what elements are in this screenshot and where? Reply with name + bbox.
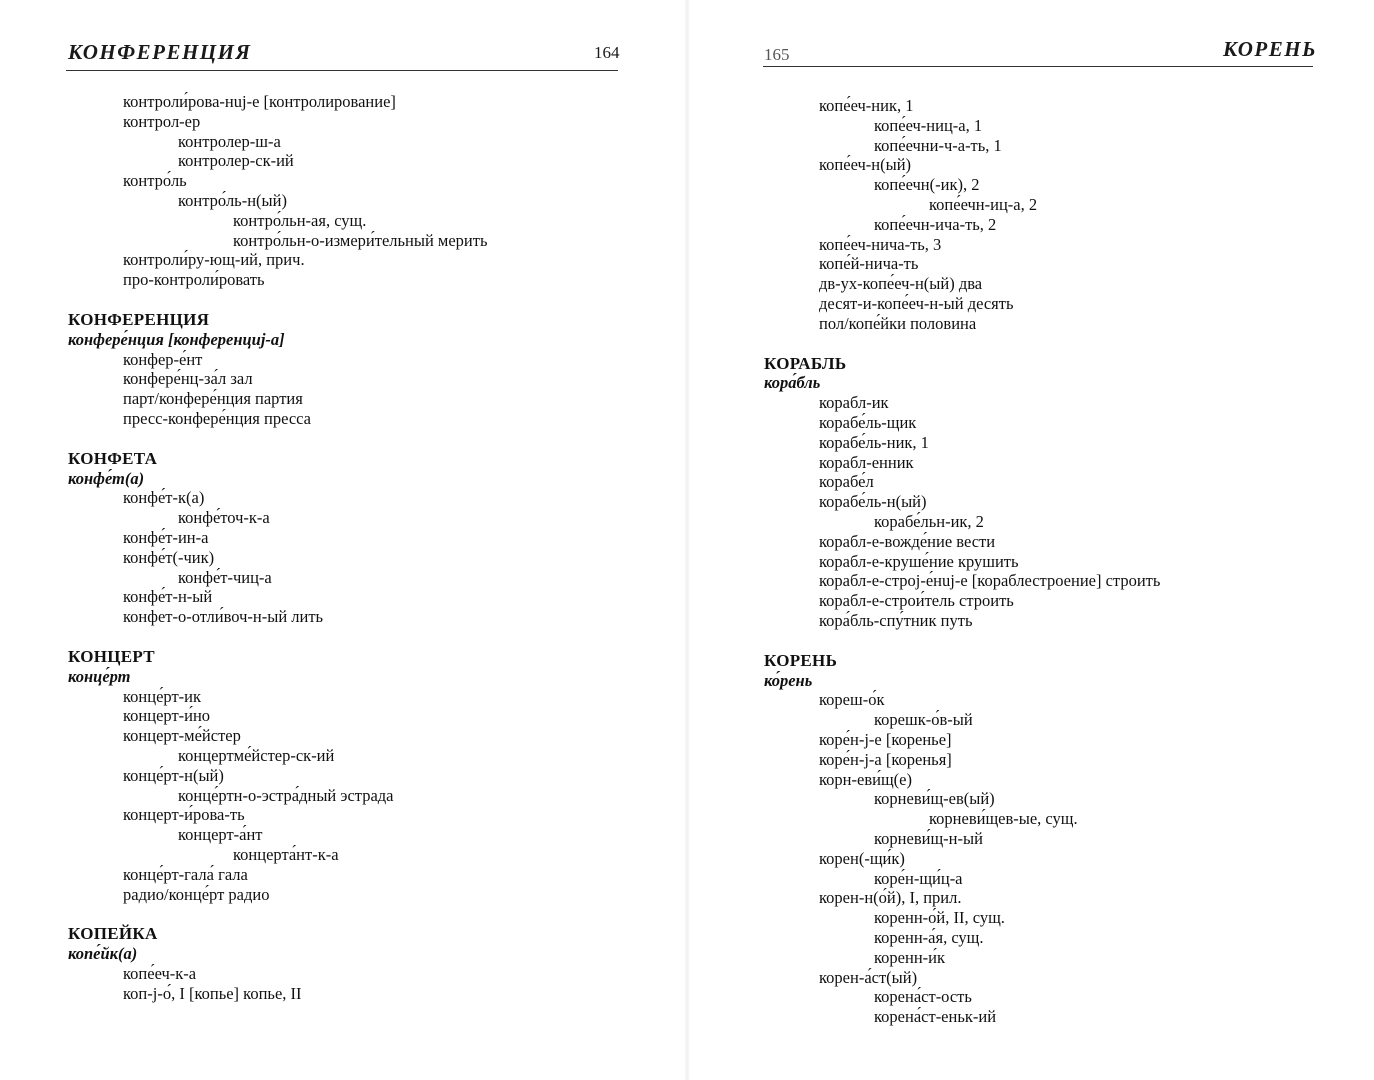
entry-lemma: конфере́нция [конференциj-а] — [68, 329, 285, 349]
derived-word: конце́рт-гала́ гала — [123, 864, 248, 884]
derived-word: корабе́л — [819, 472, 874, 492]
derived-word: десят-и-копе́еч-н-ый десять — [819, 294, 1014, 313]
derived-word: корн-еви́щ(е) — [819, 769, 912, 789]
derived-word: кора́бль-спу́тник путь — [819, 611, 973, 630]
derived-word: конфе́т-чиц-а — [178, 567, 272, 587]
right-page — [687, 0, 1374, 1080]
derived-word: конце́ртн-о-эстра́дный эстрада — [178, 785, 394, 805]
derived-word: коре́н-j-е [коренье] — [819, 730, 952, 749]
running-head: КОРЕНЬ — [1223, 37, 1317, 61]
header-rule — [763, 66, 1313, 67]
derived-word: конфере́нц-за́л зал — [123, 369, 253, 389]
derived-word: контро́ль-н(ый) — [178, 191, 287, 210]
derived-word: корена́ст-еньк-ий — [874, 1007, 997, 1027]
derived-word: коп-j-о́, I [копье] копье, II — [123, 983, 302, 1003]
derived-word: коренн-и́к — [874, 947, 946, 967]
derived-word: корена́ст-ость — [874, 987, 972, 1007]
derived-word: корабе́ль-н(ый) — [819, 492, 927, 512]
derived-word: корабл-е-строи́тель строить — [819, 591, 1014, 611]
page-number: 165 — [764, 45, 790, 64]
derived-word: корешк-о́в-ый — [874, 710, 973, 730]
entry-heading: КОНФЕРЕНЦИЯ — [68, 310, 210, 329]
derived-word: концерт-и́но — [123, 706, 211, 726]
derived-word: про-контроли́ровать — [123, 270, 265, 290]
entry-lemma: копе́йк(а) — [68, 944, 138, 964]
entry-lemma: кора́бль — [764, 373, 821, 393]
entry-lemma: конфе́т(а) — [68, 468, 145, 488]
entry-lemma: ко́рень — [764, 670, 813, 690]
derived-word: копе́еч-к-а — [123, 964, 197, 983]
derived-word: концерт-ме́йстер — [123, 726, 241, 746]
derived-word: контроли́рова-нuj-е [контролирование] — [123, 92, 396, 111]
derived-word: конце́рт-ик — [123, 686, 201, 706]
entry-heading: КОРЕНЬ — [764, 650, 838, 670]
derived-word: радио/конце́рт радио — [123, 884, 270, 904]
derived-word: коре́н-щи́ц-а — [874, 868, 963, 888]
derived-word: корабе́льн-ик, 2 — [874, 512, 984, 531]
derived-word: конфе́точ-к-а — [178, 508, 270, 528]
derived-word: конфе́т-ин-а — [123, 528, 209, 547]
entry-heading: КОПЕЙКА — [68, 924, 158, 944]
derived-word: корен-н(о́й), I, прил. — [819, 888, 962, 908]
derived-word: корабл-е-круше́ние крушить — [819, 551, 1019, 571]
derived-word: конфе́т-н-ый — [123, 587, 213, 607]
derived-word: контро́льн-ая, сущ. — [233, 210, 367, 230]
derived-word: кореш-о́к — [819, 690, 885, 710]
derived-word: корабл-е-строj-е́нuj-е [кораблестроение] строить — [819, 571, 1161, 591]
entry-heading: КОНЦЕРТ — [68, 647, 155, 666]
derived-word: концерт-а́нт — [178, 825, 263, 845]
derived-word: контролер-ш-а — [178, 131, 281, 151]
derived-word: копе́ечн-ича-ть, 2 — [874, 214, 997, 234]
derived-word: корен(-щи́к) — [819, 848, 905, 868]
derived-word: копе́еч-ник, 1 — [819, 96, 914, 115]
header-rule — [66, 70, 618, 71]
derived-word: копе́ечн(-ик), 2 — [874, 175, 980, 195]
running-head: КОНФЕРЕНЦИЯ — [68, 40, 252, 64]
derived-word: копе́еч-ниц-а, 1 — [874, 115, 983, 135]
derived-word: коренн-а́я, сущ. — [874, 928, 984, 947]
derived-word: корабл-енник — [819, 452, 914, 472]
derived-word: контрол-ер — [123, 111, 201, 131]
derived-word: корабе́ль-щик — [819, 413, 917, 432]
derived-word: копе́ечн-иц-а, 2 — [929, 195, 1038, 214]
derived-word: конце́рт-н(ый) — [123, 765, 224, 785]
derived-word: контро́льн-о-измери́тельный мерить — [233, 230, 488, 250]
entry-lemma: конце́рт — [68, 666, 131, 686]
entry-heading: КОНФЕТА — [68, 448, 158, 468]
derived-word: контроли́ру-ющ-ий, прич. — [123, 250, 305, 270]
derived-word: пресс-конфере́нция пресса — [123, 409, 311, 428]
entry-heading: КОРАБЛЬ — [764, 353, 847, 373]
derived-word: коренн-о́й, II, сущ. — [874, 908, 1005, 928]
derived-word: корабл-ик — [819, 393, 889, 413]
derived-word: коре́н-j-а [коренья] — [819, 749, 952, 769]
derived-word: концертме́йстер-ск-ий — [178, 746, 335, 765]
derived-word: корневи́щев-ые, сущ. — [929, 809, 1078, 829]
derived-word: дв-ух-копе́еч-н(ый) два — [819, 274, 983, 294]
derived-word: контролер-ск-ий — [178, 151, 294, 171]
derived-word: копе́еч-нича-ть, 3 — [819, 234, 942, 254]
derived-word: корневи́щ-н-ый — [874, 829, 983, 848]
page-number: 164 — [594, 43, 620, 62]
derived-word: корневи́щ-ев(ый) — [874, 789, 995, 809]
derived-word: копе́ечни-ч-а-ть, 1 — [874, 135, 1002, 155]
derived-word: парт/конфере́нция партия — [123, 389, 303, 409]
derived-word: корабл-е-вожде́ние вести — [819, 531, 996, 551]
derived-word: пол/копе́йки половина — [819, 313, 977, 333]
derived-word: копе́й-нича-ть — [819, 254, 919, 274]
derived-word: корен-а́ст(ый) — [819, 967, 918, 987]
derived-word: конфе́т(-чик) — [123, 547, 215, 567]
derived-word: корабе́ль-ник, 1 — [819, 432, 929, 452]
derived-word: концерт-и́рова-ть — [123, 805, 245, 825]
derived-word: конфе́т-к(а) — [123, 488, 205, 508]
derived-word: конфет-о-отли́воч-н-ый лить — [123, 607, 324, 627]
derived-word: концерта́нт-к-а — [233, 845, 339, 864]
derived-word: копе́еч-н(ый) — [819, 155, 912, 175]
derived-word: контро́ль — [123, 171, 187, 191]
derived-word: конфер-е́нт — [123, 349, 203, 369]
